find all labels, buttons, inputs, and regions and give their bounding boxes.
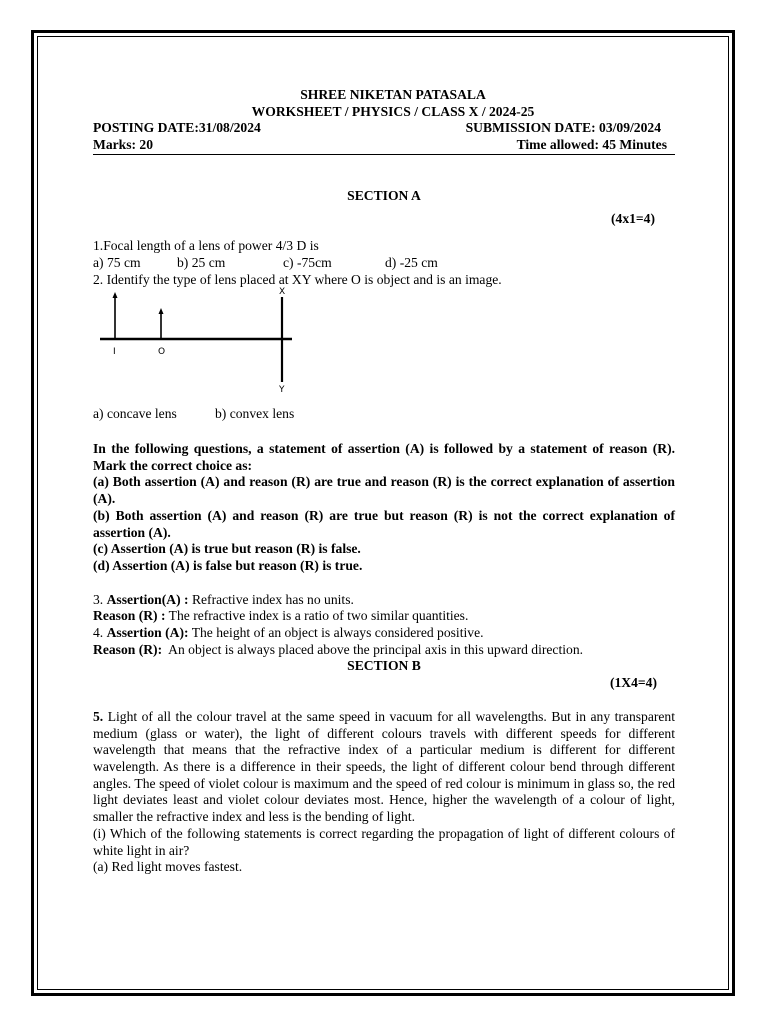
q5-passage-text: Light of all the colour travel at the same speed in vacuum for all wavelengths. But in any transparent medium (glass or water), the light of different colours travels with different speeds for different wavelength that means that the refractive index of a particular medium is different for different wavelength. As there is a difference in their speeds, the light of different colour bend through different angles. The speed of violet colour is maximum and the speed of red colour is minimum in glass so, the red light deviates least and violet colour deviates most. Hence, higher the wavelength of a colour of light, smaller the refractive index and less is the bending of light. (93, 708, 676, 825)
label-i: I (113, 347, 116, 358)
q2-option-a: a) concave lens (93, 406, 177, 422)
q4-reason: An object is always placed above the principal axis in this upward direction. (168, 641, 584, 657)
q1-option-d: d) -25 cm (385, 254, 438, 270)
q4-reason-label: Reason (R): (93, 641, 163, 657)
worksheet-content (93, 87, 675, 876)
lens-ray-diagram (93, 284, 303, 402)
worksheet-title: WORKSHEET / PHYSICS / CLASS X / 2024-25 (251, 103, 535, 119)
instruction-option-d: (d) Assertion (A) is false but reason (R) is true. (93, 557, 363, 573)
q4-assertion-label: Assertion (A): (106, 625, 189, 641)
question-5-passage (93, 709, 675, 826)
q4-assertion: The height of an object is always considered positive. (191, 625, 484, 641)
image-arrow-head (113, 292, 118, 298)
label-o: O (158, 347, 166, 358)
section-b-title: SECTION B (347, 658, 421, 674)
label-x: X (279, 287, 286, 298)
q5-number: 5. (93, 708, 104, 724)
q1-option-b: b) 25 cm (177, 254, 226, 270)
q3-assertion-label: Assertion(A) : (106, 591, 189, 607)
question-1-options (93, 255, 675, 272)
section-b-marks: (1X4=4) (609, 675, 657, 691)
submission-date: SUBMISSION DATE: 03/09/2024 (465, 120, 661, 136)
object-arrow-head (159, 308, 164, 314)
q3-reason: The refractive index is a ratio of two similar quantities. (168, 608, 469, 624)
q1-option-a: a) 75 cm (93, 254, 141, 270)
section-a-marks: (4x1=4) (611, 210, 655, 226)
question-2: 2. Identify the type of lens placed at XY where O is object and is an image. (93, 271, 502, 287)
instruction-option-a: (a) Both assertion (A) and reason (R) are true and reason (R) is the correct explanation of assertion (A). (93, 474, 675, 507)
q1-option-c: c) -75cm (283, 254, 332, 270)
instructions-intro: In the following questions, a statement of assertion (A) is followed by a statement of reason (R). Mark the correct choice as: (93, 441, 675, 473)
q5-sub-question-1: (i) Which of the following statements is correct regarding the propagation of light of different colours of white light in air? (93, 825, 675, 858)
q3-reason-label: Reason (R) : (93, 608, 166, 624)
dates-row (93, 120, 661, 137)
instruction-option-b: (b) Both assertion (A) and reason (R) are true but reason (R) is not the correct explanation of assertion (A). (93, 507, 675, 540)
q3-assertion: Refractive index has no units. (191, 591, 354, 607)
q2-option-b: b) convex lens (215, 406, 295, 422)
instruction-option-c: (c) Assertion (A) is true but reason (R) is false. (93, 541, 361, 557)
marks: Marks: 20 (93, 137, 154, 153)
question-2-options (93, 406, 675, 423)
question-4 (93, 625, 675, 658)
school-name: SHREE NIKETAN PATASALA (300, 87, 486, 102)
q4-number: 4. (93, 625, 104, 641)
marks-row (93, 137, 675, 155)
question-3 (93, 592, 675, 625)
posting-date: POSTING DATE:31/08/2024 (93, 120, 261, 136)
question-1: 1.Focal length of a lens of power 4/3 D is (93, 238, 319, 254)
q3-number: 3. (93, 591, 104, 607)
label-y: Y (279, 385, 285, 396)
assertion-reason-instructions (93, 441, 675, 575)
section-a-title: SECTION A (347, 187, 421, 203)
time-allowed: Time allowed: 45 Minutes (516, 137, 667, 153)
q5-sub-question-1-option-a: (a) Red light moves fastest. (93, 859, 243, 875)
